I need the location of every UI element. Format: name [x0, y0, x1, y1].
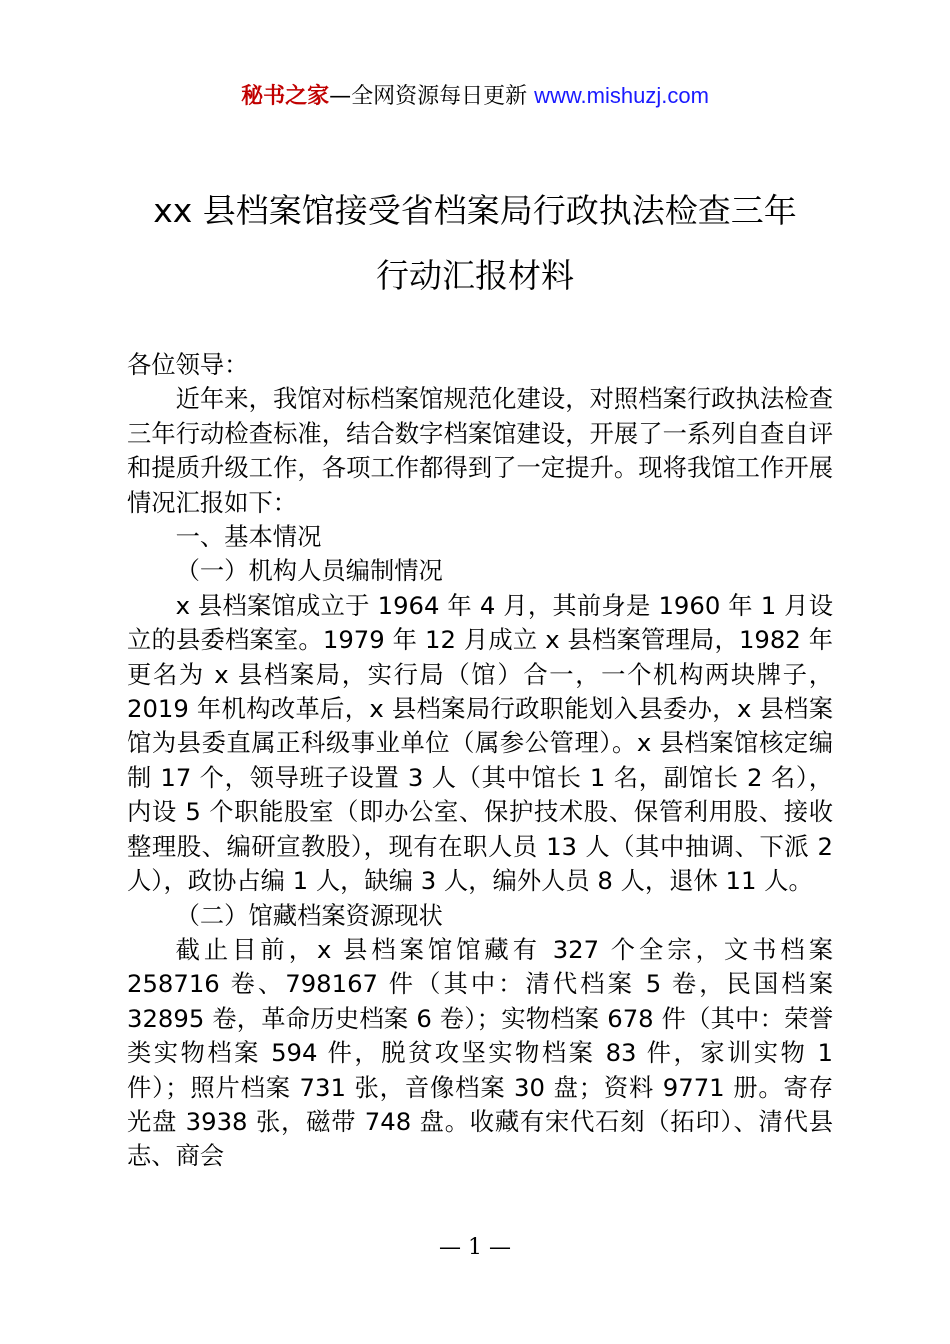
document-title-line-2: 行动汇报材料 — [376, 256, 574, 295]
site-url-link[interactable]: www.mishuzj.com — [534, 83, 709, 108]
staffing-paragraph: x 县档案馆成立于 1964 年 4 月，其前身是 1960 年 1 月设立的县委档案室。1979 年 12 月成立 x 县档案管理局，1982 年更名为 x 县档案局，实行局（馆）合一，一个机构两块牌子，2019 年机构改革后，x 县档案局行政职能划入县委办，x 县档案馆为县委直属正科级事业单位（属参公管理）。x 县档案馆核定编制 17 个，领导班子设置 3 人（其中馆长 1 名，副馆长 2 名），内设 5 个职能股室（即办公室、保护技术股、保管利用股、接收整理股、编研宣教股），现有在职人员 13 人（其中抽调、下派 2 人），政协占编 1 人，缺编 3 人，编外人员 8 人，退休 11 人。 — [127, 590, 833, 896]
site-header — [0, 80, 950, 113]
holdings-paragraph: 截止目前，x 县档案馆馆藏有 327 个全宗，文书档案 258716 卷、798167 件（其中：清代档案 5 卷，民国档案 32895 卷，革命历史档案 6 卷）；实物档案 678 件（其中：荣誉类实物档案 594 件，脱贫攻坚实物档案 83 件，家训实物 1 件）；照片档案 731 张，音像档案 30 盘；资料 9771 册。寄存光盘 3938 张，磁带 748 盘。收藏有宋代石刻（拓印）、清代县志、商会 — [127, 934, 833, 1171]
document-title-line-1: xx 县档案馆接受省档案局行政执法检查三年 — [153, 191, 797, 230]
subsection-heading-2: （二）馆藏档案资源现状 — [175, 900, 443, 930]
header-tagline: —全网资源每日更新 — [329, 84, 528, 109]
subsection-heading-1: （一）机构人员编制情况 — [175, 556, 443, 586]
document-body — [127, 348, 833, 1174]
salutation: 各位领导： — [127, 350, 249, 379]
brand-name: 秘书之家 — [241, 84, 330, 109]
intro-paragraph: 近年来，我馆对标档案馆规范化建设，对照档案行政执法检查三年行动检查标准，结合数字档案馆建设，开展了一系列自查自评和提质升级工作，各项工作都得到了一定提升。现将我馆工作开展情况汇报如下： — [127, 384, 833, 517]
page-number: — 1 — — [439, 1235, 511, 1260]
section-heading-1: 一、基本情况 — [175, 522, 322, 552]
